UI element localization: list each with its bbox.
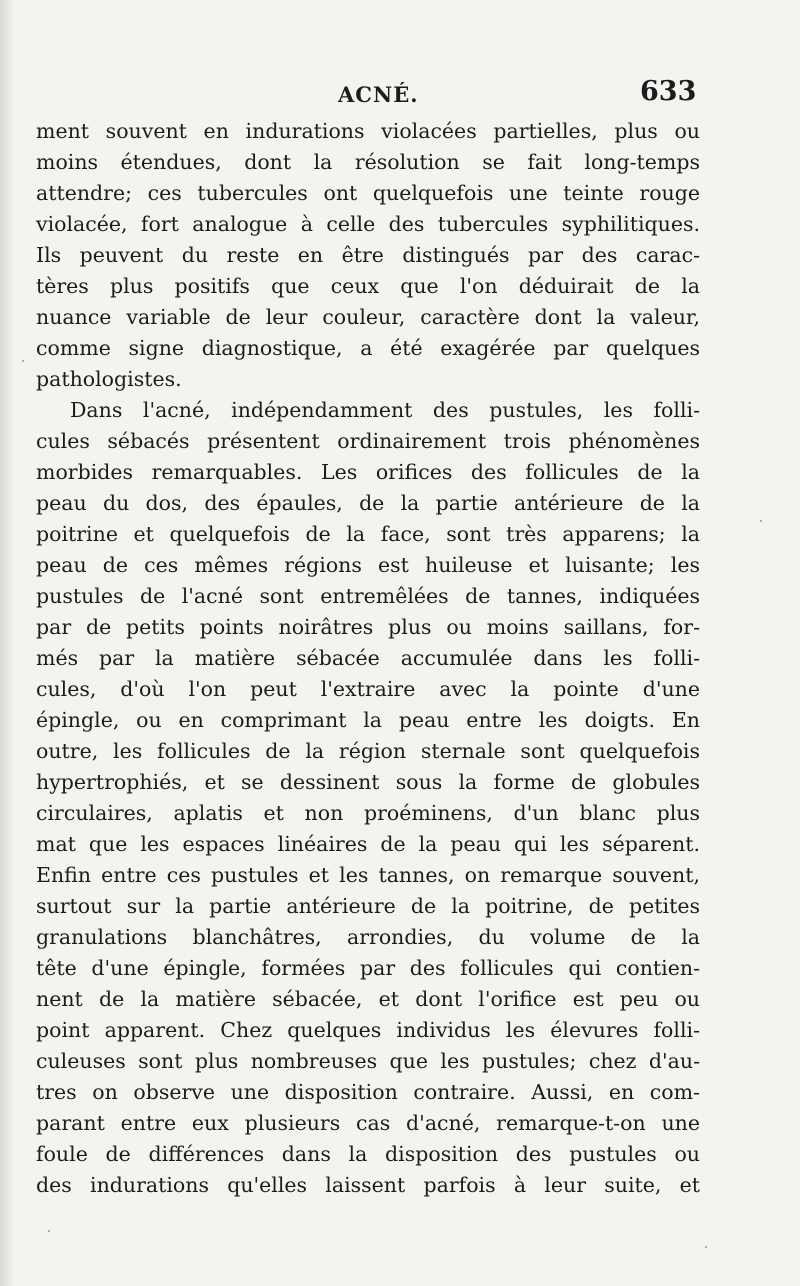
text-line: Ils peuvent du reste en être distingués par des carac- xyxy=(36,243,700,267)
text-line: cules, d'où l'on peut l'extraire avec la pointe d'une xyxy=(36,677,700,701)
running-header xyxy=(0,76,800,116)
text-line: circulaires, aplatis et non proéminens, d'un blanc plus xyxy=(36,801,700,825)
text-line: morbides remarquables. Les orifices des follicules de la xyxy=(36,460,700,484)
text-line: culeuses sont plus nombreuses que les pustules; chez d'au- xyxy=(36,1049,700,1073)
text-line: mat que les espaces linéaires de la peau qui les séparent. xyxy=(36,832,700,856)
text-line: surtout sur la partie antérieure de la poitrine, de petites xyxy=(36,894,700,918)
text-line: peau du dos, des épaules, de la partie antérieure de la xyxy=(36,491,700,515)
text-line: pustules de l'acné sont entremêlées de tannes, indiquées xyxy=(36,584,700,608)
text-line: attendre; ces tubercules ont quelquefois une teinte rouge xyxy=(36,181,700,205)
text-line: poitrine et quelquefois de la face, sont très apparens; la xyxy=(36,522,700,546)
text-line: outre, les follicules de la région sternale sont quelquefois xyxy=(36,739,700,763)
running-title: ACNÉ. xyxy=(338,82,419,107)
text-line: violacée, fort analogue à celle des tubercules syphilitiques. xyxy=(36,212,700,236)
text-line: des indurations qu'elles laissent parfois à leur suite, et xyxy=(36,1173,700,1197)
text-line: Enfin entre ces pustules et les tannes, on remarque souvent, xyxy=(36,863,700,887)
text-line: cules sébacés présentent ordinairement trois phénomènes xyxy=(36,429,700,453)
text-line: més par la matière sébacée accumulée dans les folli- xyxy=(36,646,700,670)
text-line: pathologistes. xyxy=(36,367,182,391)
text-line: tête d'une épingle, formées par des follicules qui contien- xyxy=(36,956,700,980)
text-line: Dans l'acné, indépendamment des pustules, les folli- xyxy=(70,398,700,422)
text-line: ment souvent en indurations violacées partielles, plus ou xyxy=(36,119,700,143)
text-line: peau de ces mêmes régions est huileuse et luisante; les xyxy=(36,553,700,577)
text-line: moins étendues, dont la résolution se fait long-temps xyxy=(36,150,700,174)
text-line: comme signe diagnostique, a été exagérée par quelques xyxy=(36,336,700,360)
text-line: hypertrophiés, et se dessinent sous la forme de globules xyxy=(36,770,700,794)
text-line: parant entre eux plusieurs cas d'acné, remarque-t-on une xyxy=(36,1111,700,1135)
body-text xyxy=(36,116,700,1201)
text-line: par de petits points noirâtres plus ou moins saillans, for- xyxy=(36,615,700,639)
text-line: point apparent. Chez quelques individus les élevures folli- xyxy=(36,1018,700,1042)
text-line: foule de différences dans la disposition des pustules ou xyxy=(36,1142,700,1166)
text-line: épingle, ou en comprimant la peau entre les doigts. En xyxy=(36,708,700,732)
paper-speck xyxy=(22,360,24,362)
paper-speck xyxy=(705,1246,707,1248)
text-line: nuance variable de leur couleur, caractère dont la valeur, xyxy=(36,305,700,329)
page-number: 633 xyxy=(640,76,697,107)
paper-speck xyxy=(760,520,762,522)
text-line: tres on observe une disposition contraire. Aussi, en com- xyxy=(36,1080,700,1104)
text-line: granulations blanchâtres, arrondies, du volume de la xyxy=(36,925,700,949)
text-line: tères plus positifs que ceux que l'on déduirait de la xyxy=(36,274,700,298)
text-line: nent de la matière sébacée, et dont l'orifice est peu ou xyxy=(36,987,700,1011)
paper-speck xyxy=(48,1230,50,1232)
